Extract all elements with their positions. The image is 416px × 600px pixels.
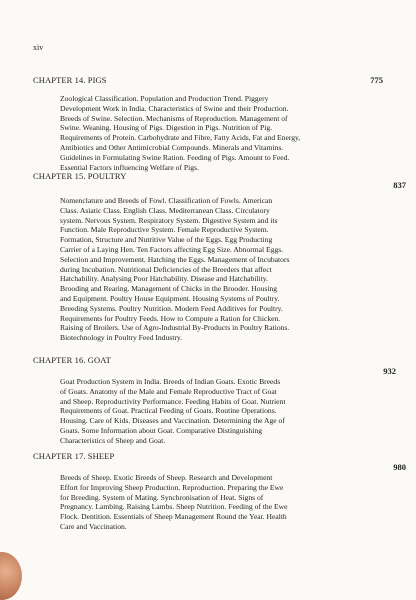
contents-line: Zoological Classification. Population and Production Trend. Piggery bbox=[60, 94, 269, 103]
contents-line: Antibiotics and Other Antimicrobial Compounds. Minerals and Vitamins. bbox=[60, 142, 284, 152]
contents-line: Flock. Dentition. Essentials of Sheep Management Round the Year. Health bbox=[60, 512, 287, 522]
contents-line: Goats. Some Information about Goat. Comparative Distinguishing bbox=[60, 425, 263, 435]
contents-line: Hatchability. Analysing Poor Hatchability. Disease and Hatchability. bbox=[60, 274, 268, 284]
contents-line: Requirements of Goat. Practical Feeding of Goats. Routine Operations. bbox=[60, 406, 277, 416]
chapter-contents bbox=[60, 196, 366, 343]
contents-line: Nomenclature and Breeds of Fowl. Classification of Fowls. American bbox=[60, 196, 273, 205]
chapter-title: CHAPTER 14. PIGS bbox=[33, 75, 107, 85]
chapter-contents bbox=[60, 473, 366, 532]
contents-line: Function. Male Reproductive System. Female Reproductive System. bbox=[60, 225, 269, 235]
chapter-page-number: 980 bbox=[393, 462, 406, 472]
chapter-title: CHAPTER 16. GOAT bbox=[33, 355, 111, 365]
contents-line: Effort for Improving Sheep Production. Reproduction. Preparing the Ewe bbox=[60, 482, 284, 492]
contents-line: of Goats. Anatomy of the Male and Female Reproductive Tract of Goat bbox=[60, 386, 277, 396]
contents-line: Biotechnology in Poultry Feed Industry. bbox=[60, 333, 183, 343]
contents-line: Care and Vaccination. bbox=[60, 521, 127, 531]
contents-line: Development Work in India. Characteristics of Swine and their Production. bbox=[60, 103, 289, 113]
chapter-page-number: 775 bbox=[370, 75, 383, 85]
contents-line: and Sheep. Reproductivity Performance. Feeding Habits of Goat. Nutrient bbox=[60, 396, 286, 406]
contents-line: Guidelines in Formulating Swine Ration. Feeding of Pigs. Amount to Feed. bbox=[60, 152, 290, 162]
contents-line: Breeds of Sheep. Exotic Breeds of Sheep. Research and Development bbox=[60, 473, 273, 482]
contents-line: Selection and Improvement. Hatching the Eggs. Management of Incubators bbox=[60, 254, 290, 264]
chapter-title: CHAPTER 15. POULTRY bbox=[33, 171, 127, 181]
contents-line: Housing. Care of Kids. Diseases and Vaccination. Determining the Age of bbox=[60, 416, 285, 426]
contents-line: Breeds of Swine. Selection. Mechanisms of Reproduction. Management of bbox=[60, 113, 288, 123]
contents-line: Formation, Structure and Nutritive Value of the Eggs. Egg Producting bbox=[60, 235, 273, 245]
chapter-title: CHAPTER 17. SHEEP bbox=[33, 451, 115, 461]
page-number: xiv bbox=[33, 43, 44, 52]
chapter-page-number: 837 bbox=[393, 180, 406, 190]
contents-line: Carrier of a Laying Hen. Ten Factors affecting Egg Size. Abnormal Eggs. bbox=[60, 244, 284, 254]
contents-line: system. Nervous System. Respiratory System. Digestive System and its bbox=[60, 215, 278, 225]
chapter-page-number: 932 bbox=[383, 366, 396, 376]
contents-line: Swine. Weaning. Housing of Pigs. Digestion in Pigs. Nutrition of Pig. bbox=[60, 123, 273, 133]
contents-line: Class. Asiatic Class. English Class. Mediterranean Class. Circulatory bbox=[60, 205, 270, 215]
thumb-shadow bbox=[0, 552, 22, 600]
contents-line: Pregnancy. Lambing. Raising Lambs. Sheep Nutrition. Feeding of the Ewe bbox=[60, 502, 288, 512]
contents-line: Breeding Systems. Poultry Nutrition. Modern Feed Additives for Poultry. bbox=[60, 303, 283, 313]
contents-line: Requirements of Protein. Carbohydrate and Fibre, Fatty Acids, Fat and Energy, bbox=[60, 133, 301, 143]
contents-line: for Breeding. System of Mating. Synchronisation of Heat. Signs of bbox=[60, 492, 264, 502]
contents-line: Raising of Broilers. Use of Agro-Industrial By-Products in Poultry Rations. bbox=[60, 323, 290, 333]
contents-line: Characteristics of Sheep and Goat. bbox=[60, 435, 166, 445]
contents-line: Essential Factors influencing Welfare of Pigs. bbox=[60, 162, 199, 172]
contents-line: Requirements for Poultry Feeds. How to Compute a Ration for Chicken. bbox=[60, 313, 281, 323]
contents-line: Goat Production System in India. Breeds of Indian Goats. Exotic Breeds bbox=[60, 377, 281, 386]
contents-line: during Incubation. Nutritional Deficiencies of the Breeders that affect bbox=[60, 264, 272, 274]
contents-line: and Equipment. Poultry House Equipment. Housing Systems of Poultry. bbox=[60, 293, 280, 303]
chapter-contents bbox=[60, 377, 366, 446]
chapter-contents bbox=[60, 94, 366, 172]
contents-line: Brooding and Rearing. Management of Chicks in the Brooder. Housing bbox=[60, 284, 278, 294]
